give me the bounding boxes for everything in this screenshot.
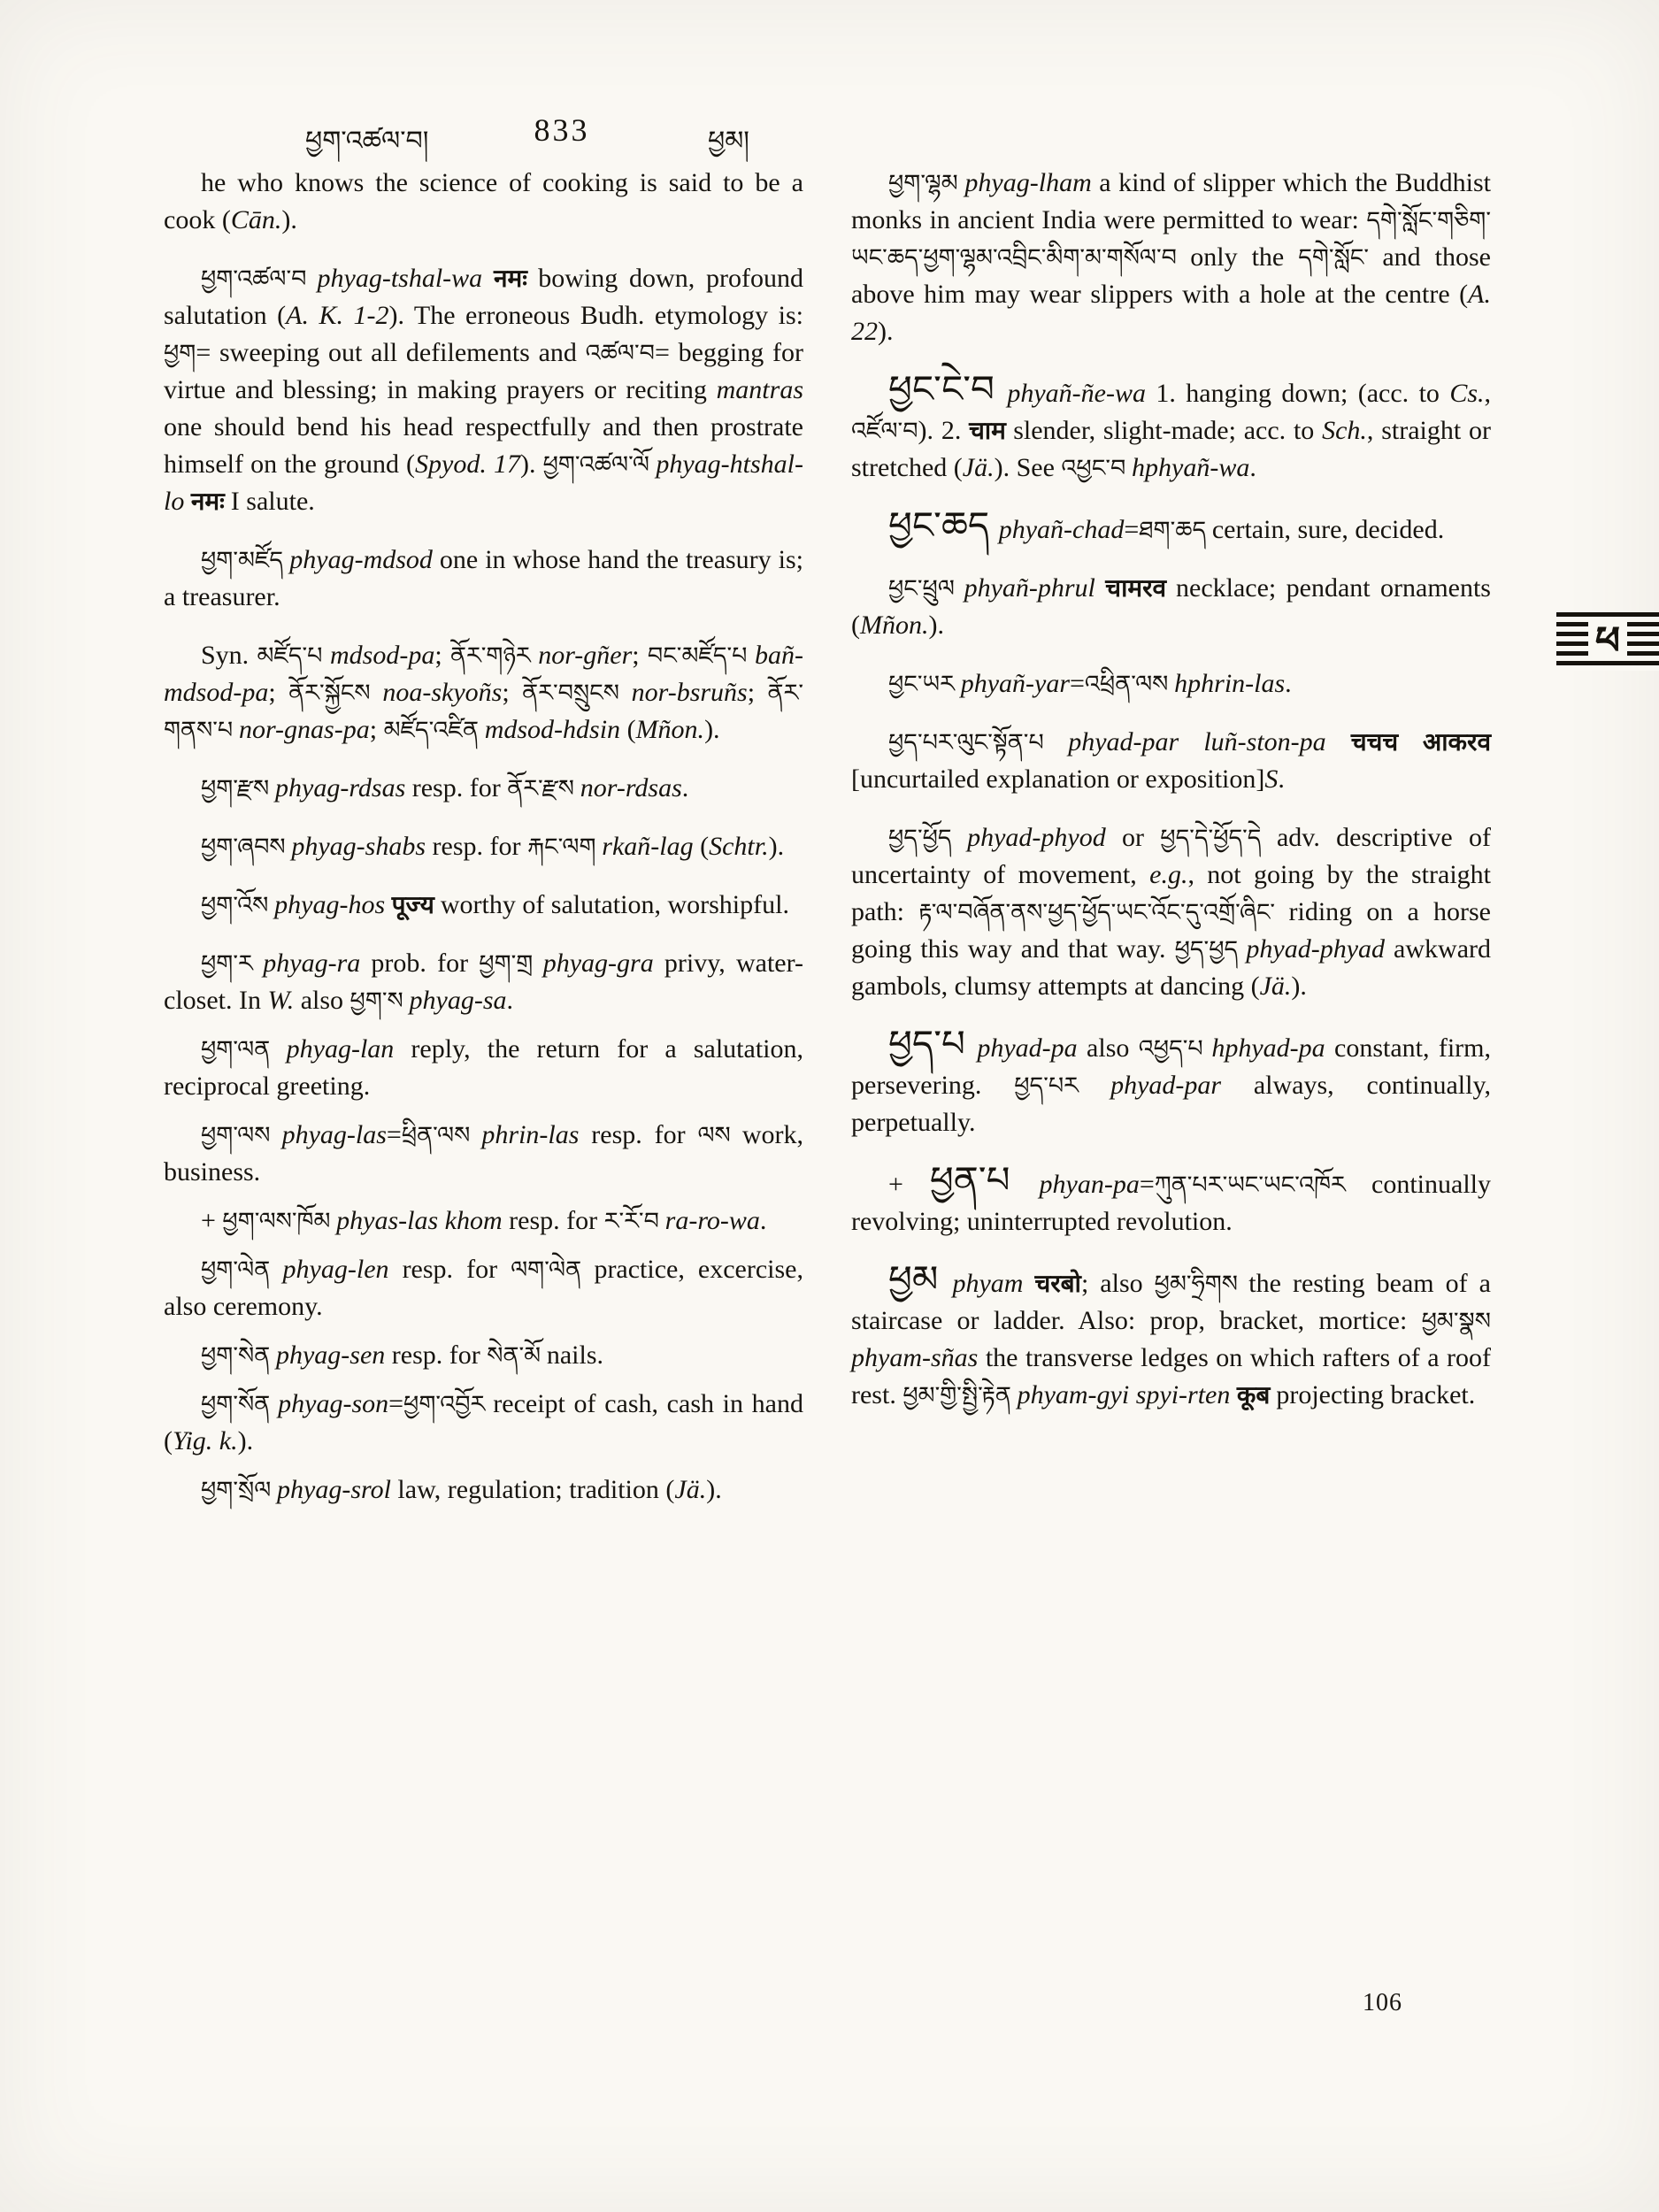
transliteration: phyad-pa	[977, 1033, 1078, 1063]
definition-text: .	[1278, 764, 1285, 794]
definition-text: = sweeping out all defilements and	[196, 338, 586, 367]
dictionary-entry	[164, 887, 803, 924]
definition-text: ; also	[1080, 1269, 1155, 1298]
tibetan-text: ཕྱག་ཞབས	[201, 833, 292, 860]
definition-text: reply, the return for a salutation, reciprocal greeting.	[164, 1034, 803, 1101]
dictionary-entry	[164, 770, 803, 807]
definition-text: necklace; pendant ornaments (	[851, 573, 1491, 640]
tibetan-text: ཕྱང་ཕྲུལ	[888, 575, 964, 602]
tibetan-text: ཕྱད་པར	[1014, 1072, 1111, 1099]
definition-text: prob. for	[360, 949, 480, 978]
tibetan-text: ཕྱད་དེ་ཕྱོད་དེ	[1160, 825, 1277, 851]
tibetan-text: ཕྱད་ཕྱོད	[888, 825, 968, 851]
definition-text: ).	[706, 1475, 722, 1504]
tibetan-text: ཕྱག་འཚལ་བ	[201, 265, 318, 292]
transliteration: hphyañ-wa	[1132, 453, 1250, 482]
tibetan-text: འཕྱང་བ	[1061, 455, 1133, 481]
dictionary-entry	[851, 508, 1491, 549]
dictionary-entry	[164, 637, 803, 749]
header-keyword-right: ཕྱམ།	[708, 127, 749, 156]
transliteration: Jä.	[962, 453, 995, 482]
dictionary-entry	[851, 1163, 1491, 1240]
definition-text: [uncurtailed explanation or exposition]	[851, 764, 1265, 794]
definition-text: (	[620, 715, 636, 744]
tibetan-text: ཕྱག་སྲོལ	[201, 1477, 278, 1503]
transliteration: phyag-tshal-wa	[317, 264, 494, 293]
thumb-index-letter: ཕ	[1588, 622, 1627, 661]
devanagari-text: नमः	[190, 488, 231, 516]
definition-text: 1. hanging down; (acc. to	[1145, 379, 1450, 408]
definition-text: =	[1124, 515, 1140, 544]
tibetan-text: ཕྱག་གྲ	[479, 950, 543, 977]
definition-text: =	[1139, 1170, 1155, 1199]
devanagari-text: चरबो	[1034, 1271, 1081, 1298]
tibetan-text: ལག་ལེན	[511, 1256, 595, 1283]
tibetan-text: ཕྱག་སོན	[201, 1391, 279, 1417]
dictionary-entry	[164, 828, 803, 865]
tibetan-text: ཕྱད་ཕྱད	[1174, 936, 1247, 963]
definition-text: ).	[281, 205, 297, 234]
definition-text: ).	[1291, 972, 1307, 1001]
tibetan-text: ཕྱག་ལན	[201, 1036, 287, 1063]
definition-text: =	[388, 1389, 404, 1418]
definition-text: Syn.	[201, 641, 257, 670]
tibetan-text: འཕྲིན་ལས	[1084, 671, 1175, 697]
header-keyword-left: ཕྱག་འཚལ་བ།	[305, 127, 429, 156]
tibetan-text: ཕྱད་པར་ལུང་སྟོན་པ	[888, 729, 1069, 756]
definition-text: .	[1249, 453, 1256, 482]
tibetan-text: ཕྱག་ལེན	[201, 1256, 283, 1283]
transliteration: W.	[267, 986, 295, 1015]
transliteration: phyag-htshal-lo	[164, 449, 803, 516]
definition-text: one should bend his head respectfully and then prostrate himself on the ground (	[164, 412, 803, 479]
dictionary-entry	[164, 1337, 803, 1374]
definition-text: the transverse ledges on which rafters of a roof rest.	[851, 1343, 1491, 1409]
transliteration: phyag-shabs	[291, 832, 426, 861]
dictionary-entry	[164, 1471, 803, 1509]
page-footer	[1363, 1989, 1402, 2017]
dictionary-entry	[851, 165, 1491, 350]
transliteration: phyag-lham	[964, 168, 1092, 197]
transliteration: A. K. 1-2	[286, 301, 389, 330]
transliteration: phyad-par	[1110, 1071, 1222, 1100]
transliteration: S	[1264, 764, 1279, 794]
definition-text: and those above him may wear slippers with a hole at the centre (	[851, 242, 1491, 309]
tibetan-text: དགེ་སློང་གཅིག་ཡང་ཆད་ཕྱག་ལྷམ་འབྲིང་མིག་མ་གསོལ་བ	[851, 207, 1491, 271]
dictionary-entry	[164, 1202, 803, 1240]
definition-text: .	[506, 986, 513, 1015]
definition-text: law, regulation; tradition (	[390, 1475, 675, 1504]
transliteration: phyan-pa	[1039, 1170, 1140, 1199]
tibetan-text: ནོར་གཉེར	[449, 642, 539, 669]
transliteration: phyad-par luñ-ston-pa	[1068, 727, 1351, 757]
transliteration: phyañ-phrul	[964, 573, 1106, 603]
definition-text: or	[1105, 823, 1161, 852]
dictionary-entry	[164, 1386, 803, 1460]
transliteration: phyas-las khom	[336, 1206, 503, 1235]
definition-text: , not going by the straight path:	[851, 860, 1491, 926]
tibetan-text: ཕྱམ་ཧྲིགས	[1154, 1271, 1249, 1297]
dictionary-entry	[164, 541, 803, 616]
tibetan-text: ཕྱག་ས	[349, 987, 410, 1014]
tibetan-text: འཛོལ་བ	[851, 418, 918, 444]
definition-text: ;	[502, 678, 523, 707]
transliteration: mantras	[716, 375, 803, 404]
transliteration: Cs.	[1449, 379, 1485, 408]
tibetan-text: ནོར་བསྲུངས	[522, 680, 632, 706]
tibetan-text: ཕྱན་པ	[929, 1161, 1040, 1202]
definition-text: the resting beam of a staircase or ladder. Also: prop, bracket, mortice:	[851, 1269, 1491, 1335]
definition-text: constant, firm, persevering.	[851, 1033, 1491, 1100]
tibetan-text: ཀུན་པར་ཡང་ཡང་འཁོར	[1154, 1171, 1372, 1198]
definition-text: nails.	[546, 1340, 604, 1370]
transliteration: Schtr.	[709, 832, 769, 861]
definition-text: always, continually, perpetually.	[851, 1071, 1491, 1137]
dictionary-entry	[164, 165, 803, 239]
definition-text: continually revolving; uninterrupted revolution.	[851, 1170, 1491, 1236]
tibetan-text: ཕྱམ	[888, 1260, 953, 1301]
transliteration: bañ-mdsod-pa	[164, 641, 803, 707]
definition-text: privy, water-closet. In	[164, 949, 803, 1015]
left-column	[164, 165, 803, 1520]
transliteration: Mñon.	[635, 715, 705, 744]
tibetan-text: ར་རོ་བ	[603, 1208, 665, 1234]
dictionary-entry	[164, 945, 803, 1019]
transliteration: phyañ-chad	[998, 515, 1125, 544]
dictionary-entry	[851, 1026, 1491, 1141]
devanagari-text: चचच आकरव	[1350, 729, 1492, 757]
page-number-bottom: 106	[1363, 1989, 1402, 2016]
transliteration: Sch.	[1322, 416, 1367, 445]
definition-text: ;	[434, 641, 450, 670]
definition-text: =	[386, 1120, 402, 1149]
definition-text: adv. descriptive of uncertainty of movement,	[851, 823, 1491, 889]
tibetan-text: ཕྱག་རྫས	[201, 775, 276, 802]
definition-text: resp. for	[388, 1255, 511, 1284]
tibetan-text: བང་མཛོད་པ	[647, 642, 755, 669]
transliteration: rkañ-lag	[602, 832, 694, 861]
transliteration: A. 22	[851, 280, 1491, 346]
tibetan-text: ཐག་ཆད	[1139, 517, 1212, 543]
transliteration: phyag-hos	[274, 890, 392, 919]
definition-text: +	[201, 1206, 223, 1235]
transliteration: phrin-las	[481, 1120, 580, 1149]
page-header	[0, 111, 1659, 157]
tibetan-text: ཕྱམ་སྣས	[1421, 1308, 1491, 1334]
definition-text: a kind of slipper which the Buddhist monks in ancient India were permitted to wear:	[851, 168, 1491, 234]
tibetan-text: ཕྱག་སེན	[201, 1342, 276, 1369]
transliteration: e.g.	[1149, 860, 1188, 889]
dictionary-entry	[164, 1117, 803, 1191]
devanagari-text: चाम	[969, 418, 1014, 445]
thumb-index-tab	[1556, 612, 1659, 671]
tibetan-text: ནོར་གནས་པ	[164, 680, 804, 743]
devanagari-text: नमः	[493, 265, 539, 293]
definition-text: ;	[632, 641, 648, 670]
transliteration: phyam-gyi spyi-rten	[1017, 1380, 1237, 1409]
devanagari-text: चामरव	[1105, 575, 1176, 603]
definition-text: work, business.	[164, 1120, 804, 1187]
dictionary-entry	[851, 1262, 1491, 1414]
transliteration: phyag-lan	[286, 1034, 395, 1064]
definition-text: riding on a horse going this way and that way.	[851, 897, 1491, 964]
definition-text: ,	[1484, 379, 1492, 408]
dictionary-entry	[851, 665, 1491, 703]
dictionary-entry	[851, 724, 1491, 798]
transliteration: phyag-sa	[409, 986, 507, 1015]
tibetan-text: མཛོད་པ	[257, 642, 330, 669]
definition-text: projecting bracket.	[1276, 1380, 1476, 1409]
transliteration: mdsod-hdsin	[484, 715, 621, 744]
definition-text: also	[1077, 1033, 1139, 1063]
transliteration: phyag-las	[281, 1120, 387, 1149]
definition-text: resp. for	[405, 773, 508, 803]
tibetan-text: ནོར་རྫས	[507, 775, 580, 802]
definition-text: +	[888, 1170, 930, 1199]
transliteration: hphyad-pa	[1211, 1033, 1325, 1063]
transliteration: phyam-sñas	[851, 1343, 979, 1372]
tibetan-text: ཕྱག	[164, 340, 196, 366]
transliteration: Mñon.	[860, 611, 929, 640]
definition-text: = begging for virtue and blessing; in making prayers or reciting	[164, 338, 803, 404]
definition-text: ). See	[994, 453, 1062, 482]
definition-text: certain, sure, decided.	[1211, 515, 1445, 544]
definition-text: bowing down, profound salutation (	[164, 264, 803, 330]
page-number-top: 833	[534, 112, 590, 148]
definition-text: worthy of salutation, worshipful.	[440, 890, 789, 919]
transliteration: phyad-phyod	[967, 823, 1106, 852]
definition-text: receipt of cash, cash in hand (	[164, 1389, 803, 1455]
transliteration: phyag-ra	[263, 949, 361, 978]
tibetan-text: ལས	[697, 1122, 742, 1148]
transliteration: mdsod-pa	[330, 641, 435, 670]
definition-text: ;	[369, 715, 384, 744]
transliteration: phyag-gra	[542, 949, 654, 978]
transliteration: phyad-phyad	[1246, 934, 1386, 964]
definition-text: resp. for	[426, 832, 527, 861]
definition-text: , straight or stretched (	[851, 416, 1491, 482]
dictionary-entry	[851, 372, 1491, 487]
tibetan-text: དགེ་སློང་	[1298, 244, 1383, 271]
devanagari-text: पूज्य	[391, 892, 441, 919]
definition-text: one in whose hand the treasury is; a treasurer.	[164, 545, 803, 611]
tibetan-text: ཕྱག་ལས	[201, 1122, 282, 1148]
tibetan-text: འཚལ་བ	[585, 340, 655, 366]
tibetan-text: ཕྲིན་ལས	[401, 1122, 482, 1148]
transliteration: ra-ro-wa	[664, 1206, 760, 1235]
transliteration: phyañ-ñe-wa	[1007, 379, 1146, 408]
tibetan-text: རྐང་ལག	[526, 833, 603, 860]
text-columns	[164, 165, 1491, 1520]
transliteration: nor-gnas-pa	[238, 715, 370, 744]
tibetan-text: ཕྱག་འབྱོར	[403, 1391, 494, 1417]
transliteration: noa-skyoñs	[382, 678, 503, 707]
tibetan-text: ཕྱང་ཡར	[888, 671, 961, 697]
definition-text: (	[693, 832, 710, 861]
definition-text: slender, slight-made; acc. to	[1013, 416, 1323, 445]
tibetan-text: ནོར་སྐྱོངས	[288, 680, 383, 706]
tibetan-text: ཕྱག་འོས	[201, 892, 275, 918]
definition-text: only the	[1190, 242, 1299, 272]
transliteration: nor-gñer	[538, 641, 633, 670]
transliteration: Spyod. 17	[415, 449, 520, 479]
dictionary-entry	[164, 1031, 803, 1105]
tibetan-text: ཕྱང་ངེ་བ	[888, 370, 1008, 411]
tibetan-text: ཕྱང་ཆད	[888, 506, 999, 547]
transliteration: phyag-len	[282, 1255, 389, 1284]
tibetan-text: འཕྱད་པ	[1138, 1035, 1212, 1062]
transliteration: Jä.	[674, 1475, 707, 1504]
definition-text: .	[1285, 669, 1292, 698]
tibetan-text: ཕྱག་ར	[201, 950, 264, 977]
tibetan-text: ཕྱག་ལྷམ	[888, 170, 965, 196]
transliteration: phyag-sen	[275, 1340, 386, 1370]
definition-text: ;	[747, 678, 768, 707]
tibetan-text: ཕྱག་མཛོད	[201, 547, 290, 573]
definition-text: resp. for	[385, 1340, 488, 1370]
definition-text: resp. for	[579, 1120, 698, 1149]
definition-text: ;	[268, 678, 289, 707]
definition-text: ).	[878, 317, 894, 346]
definition-text: ).	[704, 715, 720, 744]
transliteration: nor-bsruñs	[631, 678, 748, 707]
definition-text: I salute.	[230, 487, 315, 516]
tibetan-text: ཕྱད་པ	[888, 1025, 978, 1065]
transliteration: nor-rdsas	[580, 773, 682, 803]
dictionary-entry	[164, 260, 803, 520]
dictionary-entry	[164, 1251, 803, 1325]
tibetan-text: མཛོད་འཛིན	[383, 717, 485, 743]
definition-text: ). The erroneous Budh. etymology is:	[388, 301, 803, 330]
right-column	[851, 165, 1491, 1520]
definition-text: ).	[768, 832, 785, 861]
definition-text: ).	[237, 1426, 254, 1455]
transliteration: phyam	[952, 1269, 1035, 1298]
definition-text: practice, excercise, also ceremony.	[164, 1255, 803, 1321]
definition-text: =	[1070, 669, 1085, 698]
devanagari-text: कूब	[1236, 1382, 1277, 1409]
definition-text: .	[681, 773, 689, 803]
definition-text: .	[759, 1206, 767, 1235]
transliteration: phyag-srol	[277, 1475, 391, 1504]
dictionary-entry	[851, 570, 1491, 644]
transliteration: phyag-rdsas	[275, 773, 406, 803]
tibetan-text: རྟ་ལ་བཞོན་ནས་ཕྱད་ཕྱོད་ཡང་འོང་དུ་འགྲོ་ཞིང་	[918, 899, 1289, 926]
tibetan-text: ཕྱག་ལས་ཁོམ	[222, 1208, 337, 1234]
dictionary-entry	[851, 819, 1491, 1005]
transliteration: phyag-mdsod	[289, 545, 440, 574]
definition-text: ). 2.	[918, 416, 970, 445]
transliteration: Yig. k.	[173, 1426, 238, 1455]
definition-text: ).	[928, 611, 944, 640]
transliteration: phyag-son	[278, 1389, 389, 1418]
definition-text: ).	[519, 449, 543, 479]
tibetan-text: ཕྱམ་གྱི་སྤྱི་རྟེན	[902, 1382, 1018, 1409]
definition-text: he who knows the science of cooking is said to be a cook (	[164, 168, 803, 234]
transliteration: hphrin-las	[1174, 669, 1286, 698]
transliteration: Cān.	[230, 205, 282, 234]
definition-text: resp. for	[502, 1206, 604, 1235]
transliteration: Jä.	[1259, 972, 1292, 1001]
tibetan-text: ཕྱག་འཚལ་ལོ	[542, 451, 657, 478]
transliteration: phyañ-yar	[960, 669, 1070, 698]
tibetan-text: སེན་མོ	[487, 1342, 547, 1369]
definition-text: awkward gambols, clumsy attempts at dancing (	[851, 934, 1491, 1001]
definition-text: also	[294, 986, 350, 1015]
